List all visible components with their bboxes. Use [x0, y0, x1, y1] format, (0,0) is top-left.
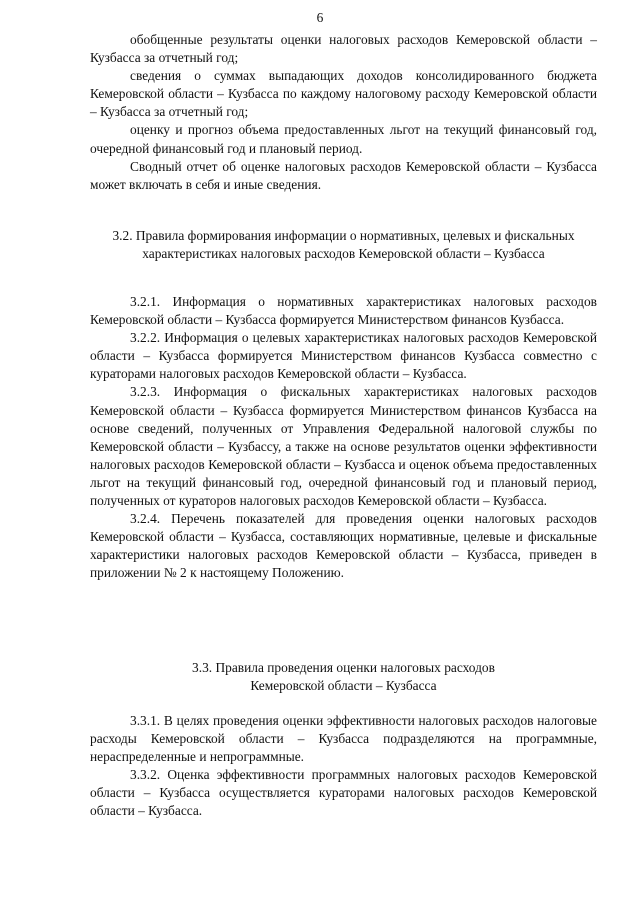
intro-block — [90, 31, 597, 194]
page-number: 6 — [316, 10, 324, 25]
section-3-3-body — [90, 712, 597, 821]
paragraph: 3.2.2. Информация о целевых характеристиках налоговых расходов Кемеровской области – Кузбасса формируется Министерством финансов Кузбасса совместно с кураторами налоговых расходов Кемеровской области – Кузбасса. — [90, 330, 597, 382]
paragraph: обобщенные результаты оценки налоговых расходов Кемеровской области – Кузбасса за отчетный год; — [90, 32, 597, 66]
paragraph: оценку и прогноз объема предоставленных льгот на текущий финансовый год, очередной финансовый год и плановый период. — [90, 122, 597, 156]
paragraph: 3.3.1. В целях проведения оценки эффективности налоговых расходов налоговые расходы Кемеровской области – Кузбасса подразделяются на программные, нераспределенные и непрограммные. — [90, 713, 597, 765]
paragraph: 3.2.1. Информация о нормативных характеристиках налоговых расходов Кемеровской области – Кузбасса формируется Министерством финансов Кузбасса. — [90, 294, 597, 328]
paragraph: 3.2.3. Информация о фискальных характеристиках налоговых расходов Кемеровской области – Кузбасса формируется Министерством финансов Кузбасса на основе сведений, полученных от Управления Федеральной налоговой службы по Кемеровской области – Кузбассу, а также на основе результатов оценки эффективности налоговых расходов Кемеровской области – Кузбасса и оценок объема предоставленных льгот на текущий финансовый год, очередной финансовый год и плановый период, полученных от кураторов налоговых расходов Кемеровской области – Кузбасса. — [90, 384, 597, 509]
section-heading: 3.2. Правила формирования информации о нормативных, целевых и фискальных характеристиках налоговых расходов Кемеровской области – Кузбасса — [112, 228, 575, 262]
section-heading-line2: Кемеровской области – Кузбасса — [250, 678, 437, 693]
section-heading-line1: 3.3. Правила проведения оценки налоговых расходов — [192, 660, 495, 675]
paragraph: Сводный отчет об оценке налоговых расходов Кемеровской области – Кузбасса может включать в себя и иные сведения. — [90, 158, 597, 192]
section-3-2-body — [90, 293, 597, 583]
paragraph: сведения о суммах выпадающих доходов консолидированного бюджета Кемеровской области – Кузбасса по каждому налоговому расходу Кемеровской области – Кузбасса за отчетный год; — [90, 68, 597, 120]
paragraph: 3.2.4. Перечень показателей для проведения оценки налоговых расходов Кемеровской области – Кузбасса, составляющих нормативные, целевые и фискальные характеристики налоговых расходов Кемеровской области – Кузбасса, приведен в приложении № 2 к настоящему Положению. — [90, 511, 597, 581]
paragraph: 3.3.2. Оценка эффективности программных налоговых расходов Кемеровской области – Кузбасса осуществляется кураторами налоговых расходов Кемеровской области – Кузбасса. — [90, 767, 597, 819]
